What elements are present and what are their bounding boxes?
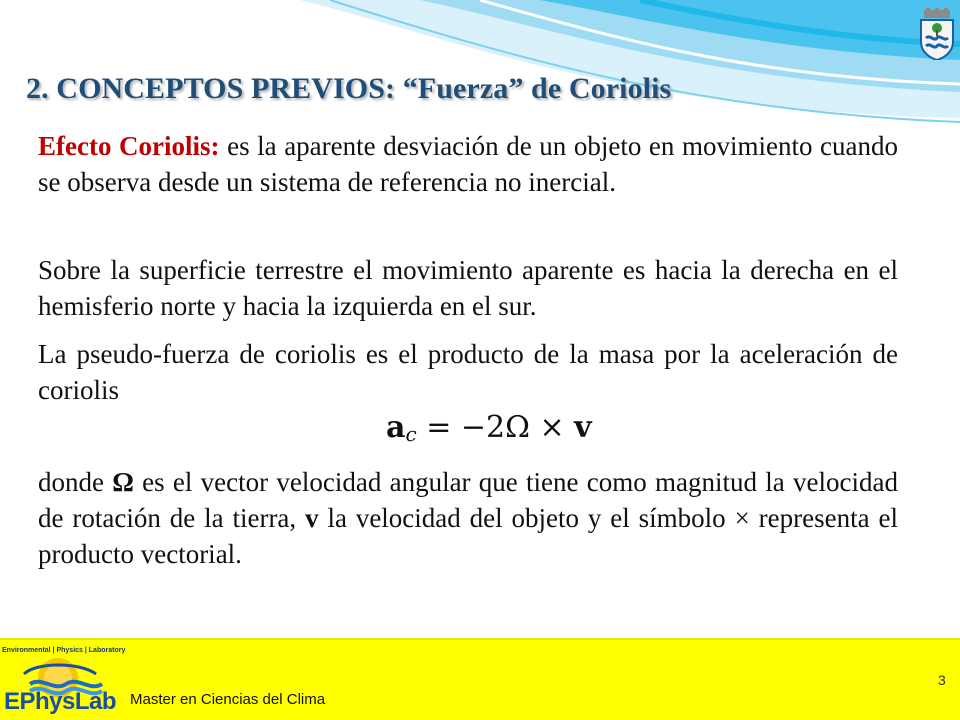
definition-text: es la aparente desviación de un objeto en movimiento cuando se observa desde un sistema de referencia no inercial.: [38, 131, 898, 197]
formula-rhs: = −2Ω ×: [416, 410, 575, 445]
formula-velocity-vector: v: [574, 410, 592, 445]
where-part1: donde: [38, 467, 113, 497]
logo-tagline: Environmental | Physics | Laboratory: [2, 647, 126, 654]
omega-symbol: Ω: [112, 467, 134, 497]
footer-bar: [0, 640, 960, 720]
paragraph-where: [38, 464, 898, 572]
page-number: 3: [938, 672, 946, 688]
header-swoosh: [0, 0, 960, 140]
formula-lhs: a: [386, 410, 406, 445]
formula-lhs-subscript: c: [405, 422, 417, 446]
university-crest-icon: [918, 8, 956, 60]
footer-label: Master en Ciencias del Clima: [130, 691, 326, 708]
paragraph-coriolis-definition: [38, 128, 898, 200]
logo-wordmark: EPhysLab: [4, 688, 117, 715]
slide-title: 2. CONCEPTOS PREVIOS: “Fuerza” de Coriolis: [26, 72, 672, 105]
paragraph-hemisphere-deflection: Sobre la superficie terrestre el movimiento aparente es hacia la derecha en el hemisferio norte y hacia la izquierda en el sur.: [38, 255, 898, 321]
v-symbol: v: [305, 503, 319, 533]
term-efecto-coriolis: Efecto Coriolis:: [38, 131, 220, 161]
paragraph-pseudo-force: La pseudo-fuerza de coriolis es el producto de la masa por la aceleración de coriolis: [38, 339, 898, 405]
where-part3: la velocidad del objeto y el símbolo × representa el producto vectorial.: [38, 503, 898, 569]
where-part2: es el vector velocidad angular que tiene como magnitud la velocidad de rotación de la tierra,: [38, 467, 898, 533]
coriolis-formula: [386, 410, 592, 446]
